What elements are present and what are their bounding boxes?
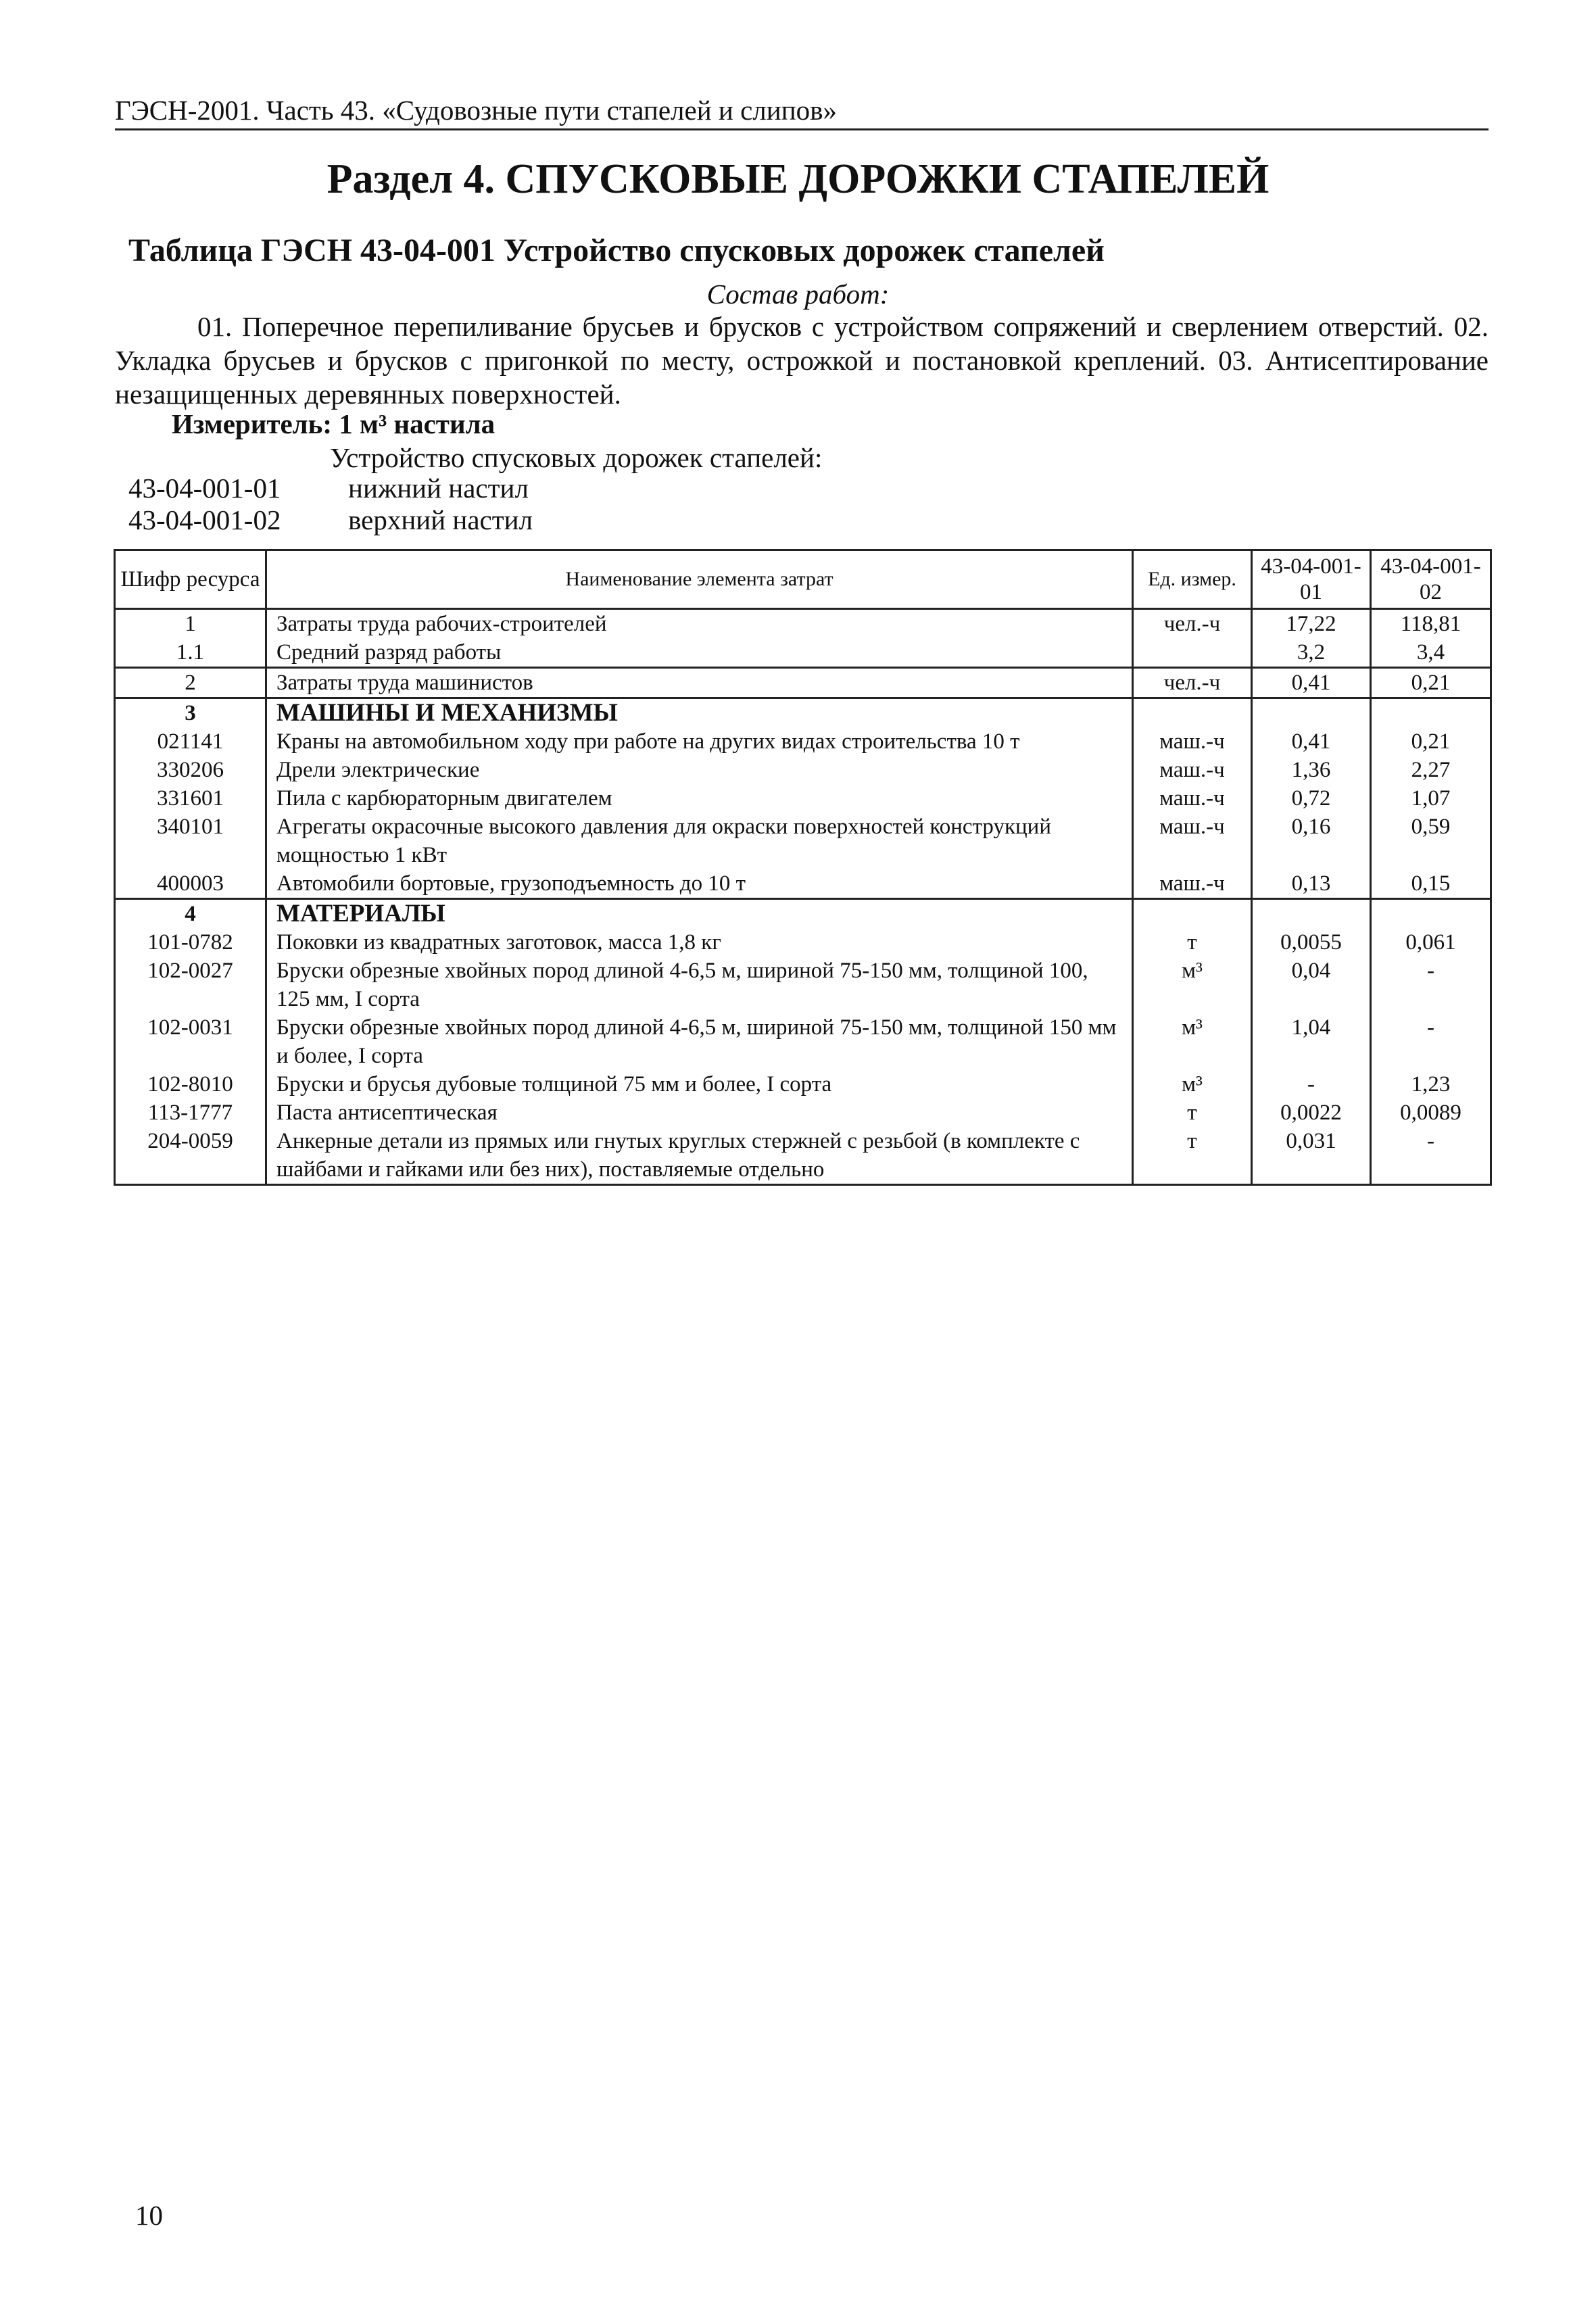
work-composition-heading: Состав работ: (706, 279, 890, 310)
cell-unit: т (1133, 1127, 1252, 1185)
cell-unit (1133, 638, 1252, 668)
table-row (115, 638, 1491, 668)
cell-name: Паста антисептическая (266, 1099, 1133, 1127)
cell-value-2: - (1371, 957, 1491, 1013)
variant-item (128, 471, 529, 505)
cell-value-1: 0,72 (1252, 784, 1371, 813)
cell-code: 1 (115, 609, 266, 639)
cell-value-1: 3,2 (1252, 638, 1371, 668)
cell-code: 101-0782 (115, 928, 266, 957)
cell-value-2: - (1371, 1127, 1491, 1185)
cell-name: Затраты труда машинистов (266, 668, 1133, 698)
header-variant-1: 43-04-001-01 (1252, 550, 1371, 609)
variant-item (128, 503, 533, 537)
cell-value-1: 0,41 (1252, 727, 1371, 756)
cell-unit: маш.-ч (1133, 869, 1252, 899)
cell-value-2: 0,59 (1371, 813, 1491, 869)
table-header-row (115, 550, 1491, 609)
cell-value-2: 0,15 (1371, 869, 1491, 899)
cell-value-1: 0,16 (1252, 813, 1371, 869)
cell-value-1: 0,0022 (1252, 1099, 1371, 1127)
table-row (115, 756, 1491, 784)
cell-code: 113-1777 (115, 1099, 266, 1127)
cell-unit: м³ (1133, 1070, 1252, 1099)
table-row (115, 928, 1491, 957)
cell-value-1: 1,04 (1252, 1013, 1371, 1070)
header-name: Наименование элемента затрат (266, 550, 1133, 609)
cell-value-1 (1252, 899, 1371, 929)
cell-value-2: 1,07 (1371, 784, 1491, 813)
cell-unit: м³ (1133, 957, 1252, 1013)
cell-value-1: - (1252, 1070, 1371, 1099)
cell-value-2: 0,061 (1371, 928, 1491, 957)
cell-name: Анкерные детали из прямых или гнутых круглых стержней с резьбой (в комплекте с шайбами и гайками или без них), поставляемые отдельно (266, 1127, 1133, 1185)
cell-group-title: МАТЕРИАЛЫ (266, 899, 1133, 929)
cell-code: 3 (115, 698, 266, 728)
cell-unit: т (1133, 928, 1252, 957)
cell-unit: маш.-ч (1133, 784, 1252, 813)
cell-value-2: 1,23 (1371, 1070, 1491, 1099)
cell-name: Поковки из квадратных заготовок, масса 1,8 кг (266, 928, 1133, 957)
cell-name: Средний разряд работы (266, 638, 1133, 668)
running-header: ГЭСН-2001. Часть 43. «Судовозные пути стапелей и слипов» (115, 93, 1489, 130)
cell-unit: маш.-ч (1133, 727, 1252, 756)
cell-value-2: 0,0089 (1371, 1099, 1491, 1127)
cell-value-2: 0,21 (1371, 727, 1491, 756)
cell-name: Пила с карбюраторным двигателем (266, 784, 1133, 813)
cell-unit: т (1133, 1099, 1252, 1127)
cell-code: 102-8010 (115, 1070, 266, 1099)
cell-unit: маш.-ч (1133, 756, 1252, 784)
table-group-row (115, 899, 1491, 929)
cell-name: Бруски обрезные хвойных пород длиной 4-6,5 м, шириной 75-150 мм, толщиной 150 мм и более, I сорта (266, 1013, 1133, 1070)
table-row (115, 813, 1491, 869)
table-row (115, 727, 1491, 756)
measurement-unit: Измеритель: 1 м³ настила (172, 408, 495, 439)
cell-code: 102-0027 (115, 957, 266, 1013)
cell-code: 1.1 (115, 638, 266, 668)
table-row (115, 1099, 1491, 1127)
header-code: Шифр ресурса (115, 550, 266, 609)
table-title: Таблица ГЭСН 43-04-001 Устройство спусковых дорожек стапелей (128, 233, 1105, 268)
cell-value-2: 0,21 (1371, 668, 1491, 698)
table-row (115, 869, 1491, 899)
cell-unit: чел.-ч (1133, 609, 1252, 639)
cell-code: 340101 (115, 813, 266, 869)
table-row (115, 1013, 1491, 1070)
cell-name: Бруски и брусья дубовые толщиной 75 мм и более, I сорта (266, 1070, 1133, 1099)
cell-value-1: 0,0055 (1252, 928, 1371, 957)
table-row (115, 609, 1491, 639)
section-title: Раздел 4. СПУСКОВЫЕ ДОРОЖКИ СТАПЕЛЕЙ (327, 156, 1269, 202)
cell-unit (1133, 698, 1252, 728)
cell-name: Агрегаты окрасочные высокого давления для окраски поверхностей конструкций мощностью 1 кВт (266, 813, 1133, 869)
cell-value-2: 118,81 (1371, 609, 1491, 639)
resource-table (114, 549, 1492, 1186)
variant-name: нижний настил (348, 473, 529, 504)
cell-code: 400003 (115, 869, 266, 899)
cell-name: Краны на автомобильном ходу при работе на других видах строительства 10 т (266, 727, 1133, 756)
table-row (115, 784, 1491, 813)
cell-value-1: 17,22 (1252, 609, 1371, 639)
cell-unit: маш.-ч (1133, 813, 1252, 869)
header-variant-2: 43-04-001-02 (1371, 550, 1491, 609)
cell-name: Автомобили бортовые, грузоподъемность до 10 т (266, 869, 1133, 899)
cell-value-2 (1371, 698, 1491, 728)
cell-code: 204-0059 (115, 1127, 266, 1185)
cell-value-1: 1,36 (1252, 756, 1371, 784)
cell-code: 4 (115, 899, 266, 929)
variant-group-caption: Устройство спусковых дорожек стапелей: (330, 442, 823, 473)
table-row (115, 957, 1491, 1013)
variant-name: верхний настил (348, 504, 533, 535)
cell-name: Дрели электрические (266, 756, 1133, 784)
cell-value-2 (1371, 899, 1491, 929)
cell-value-1: 0,04 (1252, 957, 1371, 1013)
cell-name: Затраты труда рабочих-строителей (266, 609, 1133, 639)
cell-value-1: 0,41 (1252, 668, 1371, 698)
cell-code: 2 (115, 668, 266, 698)
cell-group-title: МАШИНЫ И МЕХАНИЗМЫ (266, 698, 1133, 728)
page-number: 10 (135, 2200, 163, 2231)
cell-code: 102-0031 (115, 1013, 266, 1070)
cell-code: 021141 (115, 727, 266, 756)
cell-unit (1133, 899, 1252, 929)
work-composition-text: 01. Поперечное перепиливание брусьев и брусков с устройством сопряжений и сверлением отверстий. 02. Укладка брусьев и брусков с пригонкой по месту, острожкой и постановкой креплений. 03. Антисептирование незащищенных деревянных поверхностей. (115, 311, 1489, 410)
table-group-row (115, 698, 1491, 728)
cell-unit: чел.-ч (1133, 668, 1252, 698)
cell-unit: м³ (1133, 1013, 1252, 1070)
cell-value-1: 0,031 (1252, 1127, 1371, 1185)
table-row (115, 1070, 1491, 1099)
cell-name: Бруски обрезные хвойных пород длиной 4-6,5 м, шириной 75-150 мм, толщиной 100, 125 мм, I сорта (266, 957, 1133, 1013)
cell-value-2: 3,4 (1371, 638, 1491, 668)
cell-value-1: 0,13 (1252, 869, 1371, 899)
table-row (115, 668, 1491, 698)
cell-value-2: - (1371, 1013, 1491, 1070)
variant-code: 43-04-001-02 (128, 504, 281, 535)
variant-code: 43-04-001-01 (128, 473, 281, 504)
cell-code: 331601 (115, 784, 266, 813)
table-row (115, 1127, 1491, 1185)
cell-code: 330206 (115, 756, 266, 784)
cell-value-1 (1252, 698, 1371, 728)
cell-value-2: 2,27 (1371, 756, 1491, 784)
header-unit: Ед. измер. (1133, 550, 1252, 609)
